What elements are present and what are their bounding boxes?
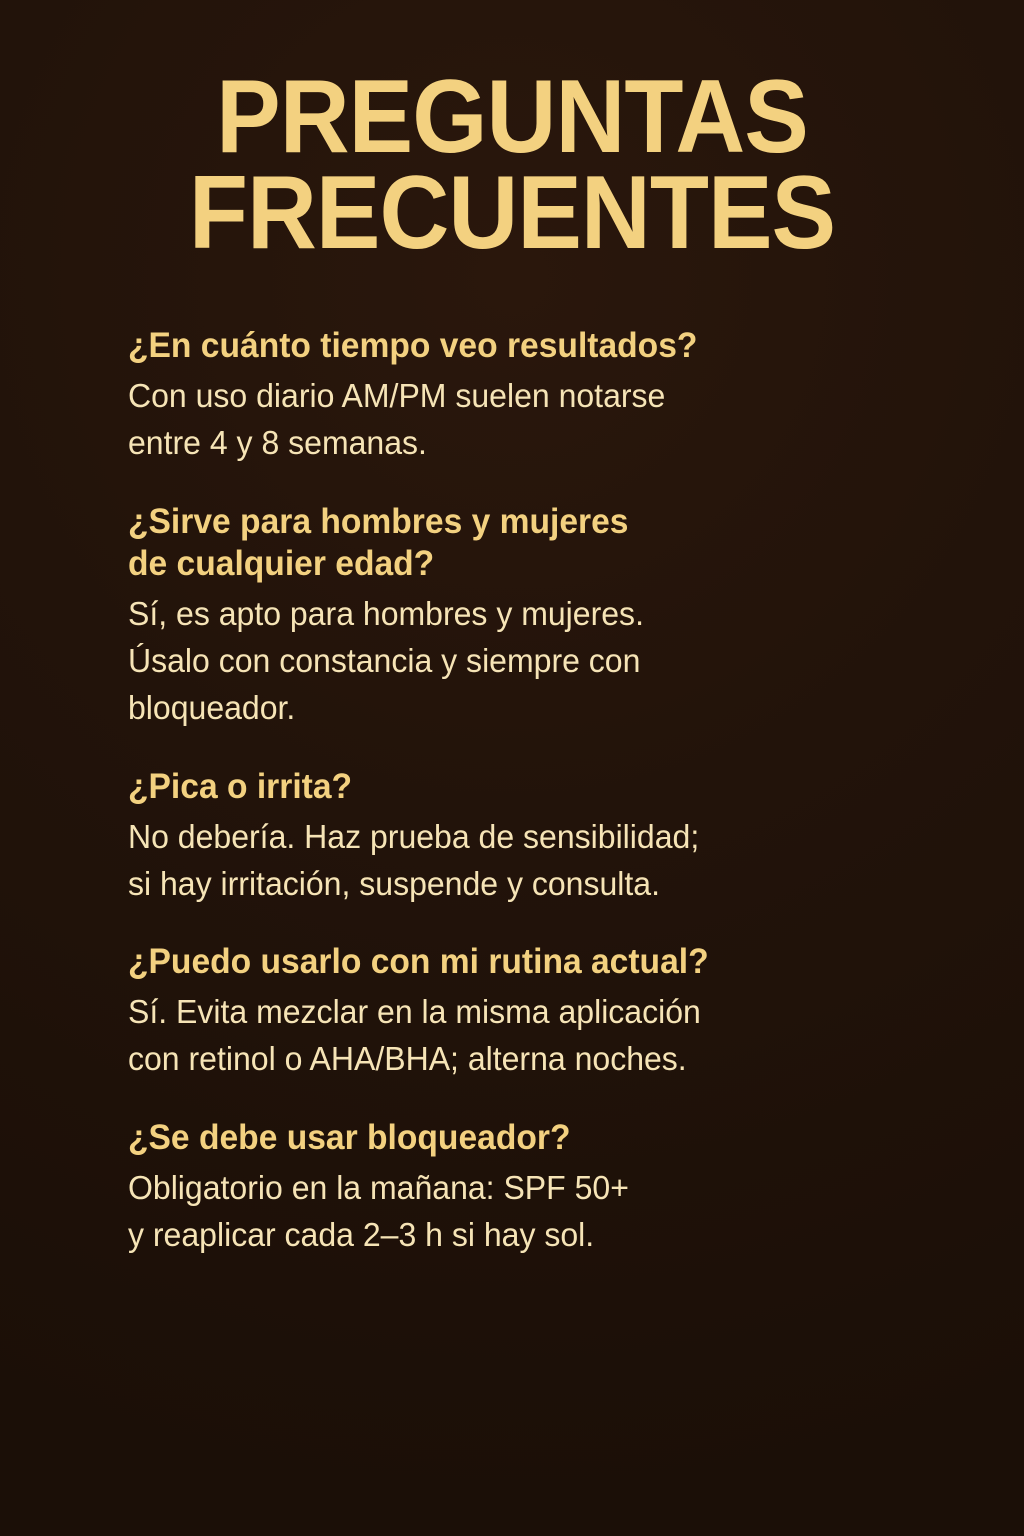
faq-question-1 <box>128 325 929 367</box>
faq-answer-2 <box>128 591 937 732</box>
faq-question-line: ¿Puedo usarlo con mi rutina actual? <box>128 942 709 982</box>
page-title-line-1: PREGUNTAS <box>216 59 808 175</box>
faq-answer-5 <box>128 1165 937 1259</box>
faq-item-1 <box>128 325 962 467</box>
faq-answer-line: con retinol o AHA/BHA; alterna noches. <box>128 1040 687 1078</box>
faq-answer-line: si hay irritación, suspende y consulta. <box>128 864 660 902</box>
faq-answer-line: Sí, es apto para hombres y mujeres. <box>128 595 644 633</box>
faq-question-3 <box>128 766 929 808</box>
faq-question-line: ¿Pica o irrita? <box>128 766 353 806</box>
faq-question-line: de cualquier edad? <box>128 544 435 584</box>
faq-item-4 <box>128 941 962 1083</box>
faq-item-3 <box>128 766 962 908</box>
faq-item-5 <box>128 1117 962 1259</box>
faq-answer-line: Sí. Evita mezclar en la misma aplicación <box>128 993 701 1031</box>
faq-answer-line: Obligatorio en la mañana: SPF 50+ <box>128 1169 629 1207</box>
faq-answer-line: y reaplicar cada 2–3 h si hay sol. <box>128 1215 595 1253</box>
faq-answer-line: No debería. Haz prueba de sensibilidad; <box>128 817 700 855</box>
faq-answer-4 <box>128 989 937 1083</box>
page-title-line-2: FRECUENTES <box>188 154 836 271</box>
faq-list <box>128 325 962 1258</box>
faq-question-line: ¿Sirve para hombres y mujeres <box>128 502 629 542</box>
faq-answer-line: entre 4 y 8 semanas. <box>128 424 427 462</box>
faq-question-2 <box>128 501 929 585</box>
faq-question-line: ¿Se debe usar bloqueador? <box>128 1118 571 1158</box>
page-title <box>94 59 931 271</box>
faq-answer-line: Úsalo con constancia y siempre con <box>128 641 641 679</box>
faq-answer-1 <box>128 373 937 467</box>
faq-item-2 <box>128 501 962 732</box>
faq-answer-3 <box>128 814 937 908</box>
faq-answer-line: Con uso diario AM/PM suelen notarse <box>128 377 666 415</box>
faq-answer-line: bloqueador. <box>128 688 296 726</box>
faq-question-5 <box>128 1117 929 1159</box>
faq-question-4 <box>128 941 929 983</box>
faq-question-line: ¿En cuánto tiempo veo resultados? <box>128 326 698 366</box>
